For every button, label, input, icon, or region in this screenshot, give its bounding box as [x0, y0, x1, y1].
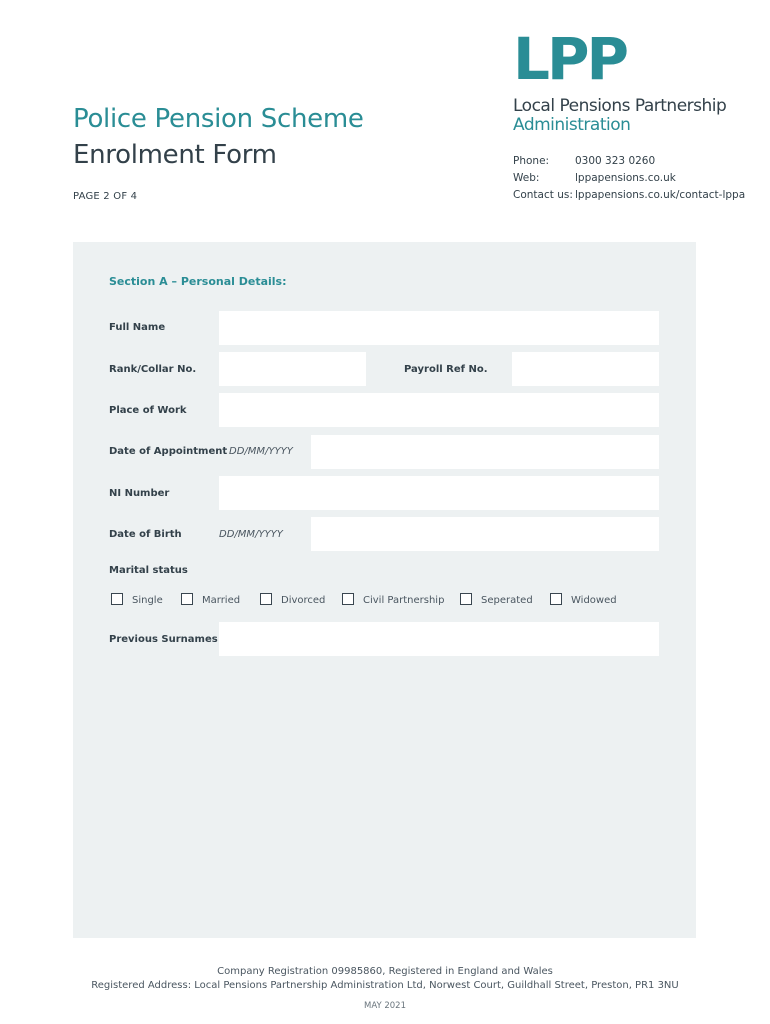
- marital-civil-partnership-label: Civil Partnership: [363, 595, 445, 606]
- marital-separated-label: Seperated: [481, 595, 533, 606]
- ni-number-label: NI Number: [109, 488, 170, 499]
- date-of-birth-hint: DD/MM/YYYY: [219, 529, 283, 540]
- date-of-appointment-label: Date of Appointment: [109, 446, 228, 457]
- marital-status-label: Marital status: [109, 565, 188, 576]
- date-of-appointment-field[interactable]: [311, 435, 659, 469]
- page-indicator: PAGE 2 OF 4: [73, 191, 138, 202]
- lpp-logo: LPP: [513, 25, 626, 93]
- marital-single-label: Single: [132, 595, 163, 606]
- footer-date: MAY 2021: [363, 1001, 406, 1011]
- marital-married-checkbox[interactable]: [181, 593, 193, 605]
- web-link[interactable]: lppapensions.co.uk: [575, 172, 676, 184]
- rank-collar-label: Rank/Collar No.: [109, 364, 197, 375]
- rank-collar-field[interactable]: [219, 352, 366, 386]
- footer-registered-address: Registered Address: Local Pensions Partnership Administration Ltd, Norwest Court, Guildhall Street, Preston, PR1 3NU: [91, 980, 679, 991]
- ni-number-field[interactable]: [219, 476, 659, 510]
- place-of-work-field[interactable]: [219, 393, 659, 427]
- form-title-line2: Enrolment Form: [73, 140, 277, 170]
- date-of-appointment-hint: DD/MM/YYYY: [229, 446, 293, 457]
- full-name-field[interactable]: [219, 311, 659, 345]
- marital-married-label: Married: [202, 595, 241, 606]
- marital-widowed-checkbox[interactable]: [550, 593, 562, 605]
- payroll-ref-label: Payroll Ref No.: [404, 364, 488, 375]
- form-title-line1: Police Pension Scheme: [73, 104, 364, 134]
- place-of-work-label: Place of Work: [109, 405, 187, 416]
- logo-name-line1: Local Pensions Partnership: [513, 96, 727, 116]
- phone-label: Phone:: [513, 155, 550, 167]
- payroll-ref-field[interactable]: [512, 352, 659, 386]
- previous-surnames-label: Previous Surnames: [109, 634, 218, 645]
- section-a-title: Section A – Personal Details:: [109, 275, 287, 288]
- marital-single-checkbox[interactable]: [111, 593, 123, 605]
- marital-divorced-label: Divorced: [281, 595, 326, 606]
- phone-value: 0300 323 0260: [575, 155, 656, 167]
- marital-divorced-checkbox[interactable]: [260, 593, 272, 605]
- marital-civil-partnership-checkbox[interactable]: [342, 593, 354, 605]
- marital-separated-checkbox[interactable]: [460, 593, 472, 605]
- date-of-birth-field[interactable]: [311, 517, 659, 551]
- full-name-label: Full Name: [109, 322, 166, 333]
- marital-widowed-label: Widowed: [571, 595, 617, 606]
- web-label: Web:: [513, 172, 540, 184]
- date-of-birth-label: Date of Birth: [109, 529, 182, 540]
- section-a-panel: [73, 242, 696, 938]
- previous-surnames-field[interactable]: [219, 622, 659, 656]
- footer-company-registration: Company Registration 09985860, Registered in England and Wales: [217, 966, 553, 977]
- contact-label: Contact us:: [513, 189, 573, 201]
- contact-link[interactable]: lppapensions.co.uk/contact-lppa: [575, 189, 746, 201]
- logo-name-line2: Administration: [513, 115, 631, 135]
